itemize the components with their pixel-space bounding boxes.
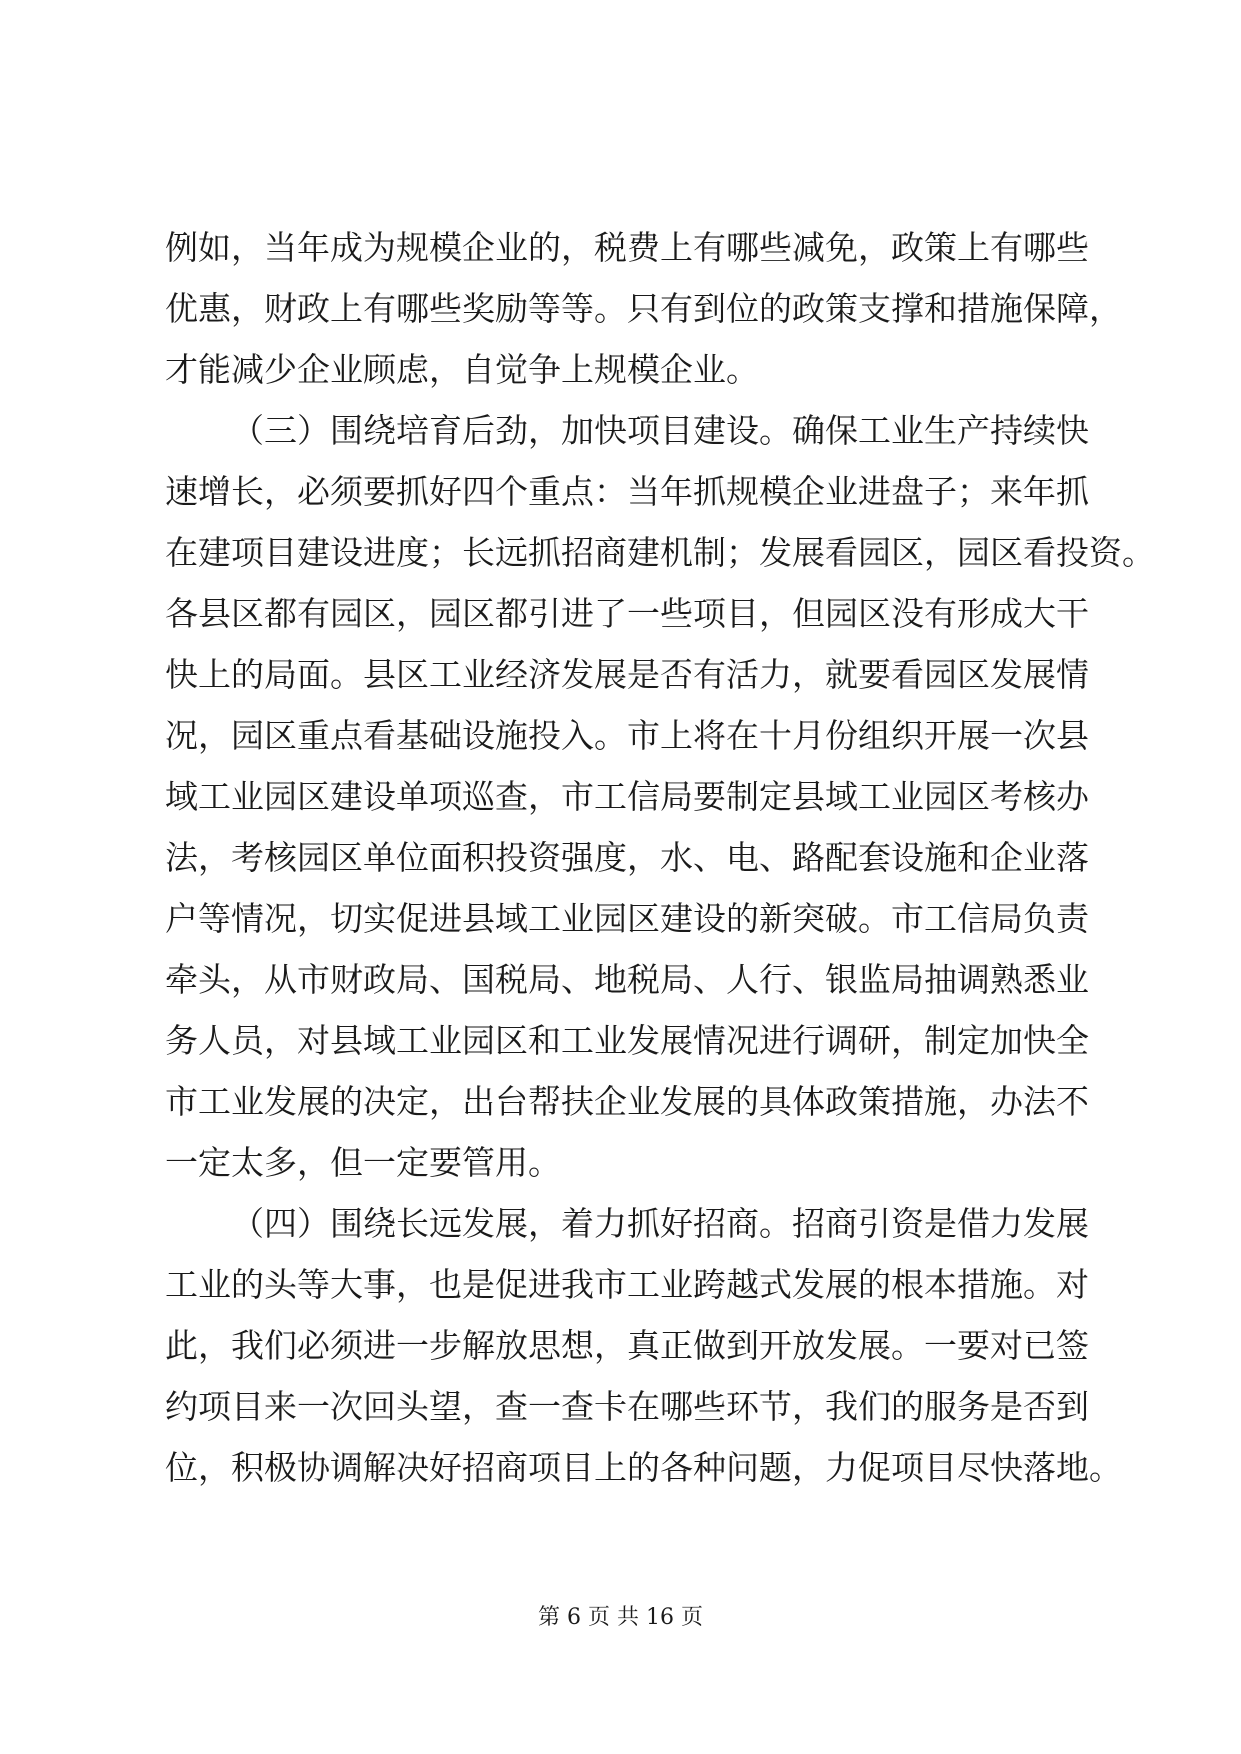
text-line: 快上的局面。县区工业经济发展是否有活力，就要看园区发展情	[165, 655, 1089, 694]
text-line: 市工业发展的决定，出台帮扶企业发展的具体政策措施，办法不	[165, 1082, 1089, 1121]
text-line: （四）围绕长远发展，着力抓好招商。招商引资是借力发展	[231, 1204, 1089, 1243]
text-line: 一定太多，但一定要管用。	[165, 1143, 561, 1182]
text-line: 务人员，对县域工业园区和工业发展情况进行调研，制定加快全	[165, 1021, 1089, 1060]
text-line: 域工业园区建设单项巡查，市工信局要制定县域工业园区考核办	[165, 777, 1089, 816]
text-line: 在建项目建设进度；长远抓招商建机制；发展看园区，园区看投资。	[165, 533, 1155, 572]
text-line: 优惠，财政上有哪些奖励等等。只有到位的政策支撑和措施保障，	[165, 289, 1122, 328]
page-number: 第 6 页 共 16 页	[538, 1605, 703, 1630]
text-line: 例如，当年成为规模企业的，税费上有哪些减免，政策上有哪些	[165, 228, 1089, 267]
text-line: 才能减少企业顾虑，自觉争上规模企业。	[165, 350, 759, 389]
text-line: 速增长，必须要抓好四个重点：当年抓规模企业进盘子；来年抓	[165, 472, 1089, 511]
text-line: 牵头，从市财政局、国税局、地税局、人行、银监局抽调熟悉业	[165, 960, 1089, 999]
text-line: 户等情况，切实促进县域工业园区建设的新突破。市工信局负责	[165, 899, 1089, 938]
text-line: 位，积极协调解决好招商项目上的各种问题，力促项目尽快落地。	[165, 1448, 1122, 1487]
text-line: 工业的头等大事，也是促进我市工业跨越式发展的根本措施。对	[165, 1265, 1089, 1304]
text-line: 况，园区重点看基础设施投入。市上将在十月份组织开展一次县	[165, 716, 1089, 755]
text-line: 约项目来一次回头望，查一查卡在哪些环节，我们的服务是否到	[165, 1387, 1089, 1426]
document-body	[165, 217, 1155, 1498]
text-line: 各县区都有园区，园区都引进了一些项目，但园区没有形成大干	[165, 594, 1089, 633]
paragraph-2	[165, 400, 1155, 1193]
paragraph-1	[165, 217, 1122, 400]
text-line: 法，考核园区单位面积投资强度，水、电、路配套设施和企业落	[165, 838, 1089, 877]
paragraph-3	[165, 1193, 1122, 1498]
text-line: （三）围绕培育后劲，加快项目建设。确保工业生产持续快	[231, 411, 1089, 450]
text-line: 此，我们必须进一步解放思想，真正做到开放发展。一要对已签	[165, 1326, 1089, 1365]
